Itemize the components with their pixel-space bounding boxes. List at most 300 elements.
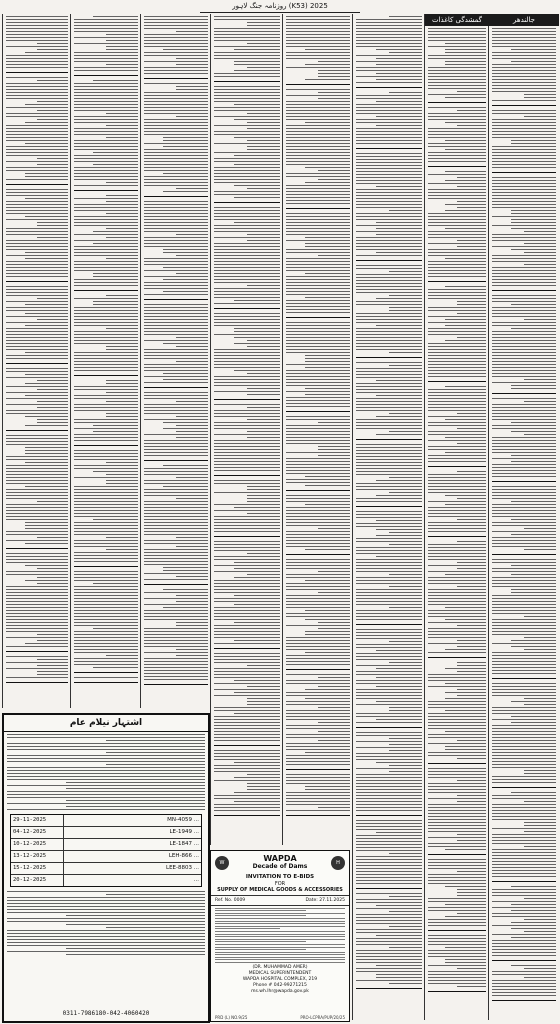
wapda-tender-text bbox=[211, 908, 349, 963]
text-line bbox=[356, 616, 422, 617]
text-line bbox=[376, 186, 422, 187]
text-line bbox=[6, 40, 68, 41]
text-line bbox=[215, 957, 345, 958]
text-line bbox=[176, 89, 208, 90]
text-line bbox=[106, 346, 138, 347]
text-line bbox=[356, 683, 422, 684]
text-line bbox=[74, 440, 138, 441]
text-line bbox=[6, 231, 68, 232]
text-line bbox=[318, 628, 350, 629]
text-line bbox=[234, 119, 280, 120]
text-line bbox=[144, 619, 208, 620]
text-line bbox=[356, 968, 422, 969]
text-line bbox=[511, 640, 556, 641]
text-line bbox=[144, 398, 208, 399]
text-line bbox=[524, 116, 556, 117]
text-line bbox=[214, 107, 280, 108]
text-line bbox=[428, 510, 486, 511]
notice-block bbox=[144, 465, 208, 580]
text-line bbox=[37, 583, 68, 584]
text-line bbox=[524, 977, 556, 978]
text-line bbox=[176, 498, 208, 499]
text-line bbox=[457, 780, 486, 781]
text-line bbox=[428, 234, 486, 235]
text-line bbox=[214, 619, 280, 620]
text-line bbox=[176, 31, 208, 32]
text-line bbox=[286, 306, 350, 307]
text-line bbox=[215, 923, 345, 924]
text-line bbox=[428, 480, 486, 481]
text-line bbox=[286, 568, 350, 569]
text-line bbox=[74, 352, 138, 353]
text-line bbox=[445, 886, 486, 887]
text-line bbox=[356, 583, 422, 584]
text-line bbox=[492, 952, 556, 953]
text-line bbox=[37, 401, 68, 402]
text-line bbox=[428, 137, 486, 138]
text-line bbox=[318, 722, 350, 723]
text-line bbox=[428, 458, 486, 459]
text-line bbox=[445, 171, 486, 172]
text-line bbox=[286, 258, 350, 259]
column-c4 bbox=[282, 14, 353, 845]
text-line bbox=[37, 422, 68, 423]
text-line bbox=[524, 801, 556, 802]
wapda-hospital: WAPDA HOSPITAL COMPLEX, 219 bbox=[242, 977, 318, 983]
text-line bbox=[214, 556, 280, 557]
notice-divider bbox=[356, 727, 422, 728]
text-line bbox=[74, 386, 138, 387]
text-line bbox=[214, 255, 280, 256]
text-line bbox=[356, 401, 422, 402]
text-line bbox=[356, 716, 422, 717]
text-line bbox=[214, 601, 280, 602]
text-line bbox=[428, 725, 486, 726]
text-line bbox=[286, 228, 350, 229]
notice-divider bbox=[492, 554, 556, 555]
text-line bbox=[286, 334, 350, 335]
text-line bbox=[6, 19, 68, 20]
text-line bbox=[214, 737, 280, 738]
text-line bbox=[234, 300, 280, 301]
text-line bbox=[144, 167, 208, 168]
text-line bbox=[176, 425, 208, 426]
text-line bbox=[106, 137, 138, 138]
text-line bbox=[74, 31, 138, 32]
text-line bbox=[234, 692, 280, 693]
text-line bbox=[428, 486, 486, 487]
text-line bbox=[356, 671, 422, 672]
text-line bbox=[214, 131, 280, 132]
text-line bbox=[376, 234, 422, 235]
text-line bbox=[318, 571, 350, 572]
text-line bbox=[214, 322, 280, 323]
text-line bbox=[428, 401, 486, 402]
text-line bbox=[37, 380, 68, 381]
text-line bbox=[356, 453, 422, 454]
text-line bbox=[286, 419, 350, 420]
text-line bbox=[214, 58, 280, 59]
text-line bbox=[214, 504, 280, 505]
text-line bbox=[74, 561, 138, 562]
text-line bbox=[428, 46, 486, 47]
text-line bbox=[492, 634, 556, 635]
text-line bbox=[7, 791, 205, 792]
text-line bbox=[163, 173, 208, 174]
text-line bbox=[389, 750, 422, 751]
text-line bbox=[286, 25, 350, 26]
text-line bbox=[286, 595, 350, 596]
notice-block bbox=[74, 380, 138, 441]
text-line bbox=[6, 201, 68, 202]
text-line bbox=[356, 844, 422, 845]
text-line bbox=[144, 564, 208, 565]
text-line bbox=[305, 167, 350, 168]
text-line bbox=[524, 846, 556, 847]
text-line bbox=[144, 294, 208, 295]
notice-divider bbox=[286, 815, 350, 816]
text-line bbox=[492, 861, 556, 862]
text-line bbox=[305, 752, 350, 753]
text-line bbox=[356, 140, 422, 141]
text-line bbox=[74, 216, 138, 217]
text-line bbox=[376, 935, 422, 936]
notice-block bbox=[144, 83, 208, 192]
text-line bbox=[356, 841, 422, 842]
text-line bbox=[247, 240, 280, 241]
text-line bbox=[37, 49, 68, 50]
text-line bbox=[214, 422, 280, 423]
text-line bbox=[428, 907, 486, 908]
text-line bbox=[214, 264, 280, 265]
text-line bbox=[74, 486, 138, 487]
text-line bbox=[144, 616, 208, 617]
text-line bbox=[511, 431, 556, 432]
text-line bbox=[356, 774, 422, 775]
text-line bbox=[144, 25, 208, 26]
text-line bbox=[214, 695, 280, 696]
text-line bbox=[214, 464, 280, 465]
text-line bbox=[356, 689, 422, 690]
text-line bbox=[428, 85, 486, 86]
text-line bbox=[93, 80, 138, 81]
text-line bbox=[389, 352, 422, 353]
text-line bbox=[144, 531, 208, 532]
text-line bbox=[74, 652, 138, 653]
text-line bbox=[305, 246, 350, 247]
text-line bbox=[74, 622, 138, 623]
text-line bbox=[74, 261, 138, 262]
text-line bbox=[176, 273, 208, 274]
text-line bbox=[356, 368, 422, 369]
text-line bbox=[74, 43, 138, 44]
text-line bbox=[74, 477, 138, 478]
text-line bbox=[524, 770, 556, 771]
text-line bbox=[214, 643, 280, 644]
text-line bbox=[6, 55, 68, 56]
notice-divider bbox=[286, 669, 350, 670]
text-line bbox=[356, 656, 422, 657]
text-line bbox=[37, 537, 68, 538]
text-line bbox=[37, 158, 68, 159]
text-line bbox=[144, 179, 208, 180]
text-line bbox=[318, 179, 350, 180]
text-line bbox=[457, 498, 486, 499]
text-line bbox=[74, 222, 138, 223]
text-line bbox=[106, 401, 138, 402]
text-line bbox=[176, 346, 208, 347]
text-line bbox=[457, 892, 486, 893]
text-line bbox=[492, 725, 556, 726]
text-line bbox=[457, 889, 486, 890]
text-line bbox=[286, 467, 350, 468]
text-line bbox=[428, 789, 486, 790]
text-line bbox=[376, 125, 422, 126]
text-line bbox=[74, 219, 138, 220]
text-line bbox=[428, 198, 486, 199]
text-line bbox=[492, 128, 556, 129]
text-line bbox=[356, 474, 422, 475]
text-line bbox=[106, 46, 138, 47]
text-line bbox=[214, 382, 280, 383]
text-line bbox=[428, 613, 486, 614]
text-line bbox=[6, 155, 68, 156]
text-line bbox=[144, 370, 208, 371]
text-line bbox=[492, 980, 556, 981]
text-line bbox=[286, 795, 350, 796]
text-line bbox=[356, 902, 422, 903]
text-line bbox=[524, 831, 556, 832]
notice-divider bbox=[356, 148, 422, 149]
text-line bbox=[6, 625, 68, 626]
text-line bbox=[247, 495, 280, 496]
text-line bbox=[356, 893, 422, 894]
text-line bbox=[286, 234, 350, 235]
text-line bbox=[376, 480, 422, 481]
text-line bbox=[492, 876, 556, 877]
text-line bbox=[492, 598, 556, 599]
text-line bbox=[428, 446, 486, 447]
text-line bbox=[457, 871, 486, 872]
text-line bbox=[356, 859, 422, 860]
text-line bbox=[428, 474, 486, 475]
text-line bbox=[163, 570, 208, 571]
text-line bbox=[428, 398, 486, 399]
notice-divider bbox=[214, 81, 280, 82]
text-line bbox=[74, 364, 138, 365]
column-text bbox=[353, 16, 425, 989]
text-line bbox=[511, 937, 556, 938]
auction-date: 20-12-2025 bbox=[11, 875, 64, 886]
notice-divider bbox=[428, 281, 486, 282]
text-line bbox=[286, 101, 350, 102]
text-line bbox=[492, 40, 556, 41]
text-line bbox=[356, 801, 422, 802]
text-line bbox=[93, 301, 138, 302]
text-line bbox=[6, 267, 68, 268]
text-line bbox=[356, 447, 422, 448]
text-line bbox=[428, 119, 486, 120]
column-c3 bbox=[352, 14, 425, 1020]
text-line bbox=[428, 831, 486, 832]
text-line bbox=[356, 674, 422, 675]
text-line bbox=[356, 465, 422, 466]
text-line bbox=[214, 297, 280, 298]
text-line bbox=[286, 385, 350, 386]
text-line bbox=[492, 983, 556, 984]
text-line bbox=[74, 456, 138, 457]
text-line bbox=[214, 637, 280, 638]
text-line bbox=[445, 746, 486, 747]
text-line bbox=[247, 498, 280, 499]
text-line bbox=[74, 246, 138, 247]
text-line bbox=[37, 407, 68, 408]
text-line bbox=[286, 346, 350, 347]
text-line bbox=[144, 664, 208, 665]
text-line bbox=[144, 434, 208, 435]
text-line bbox=[214, 516, 280, 517]
text-line bbox=[6, 273, 68, 274]
text-line bbox=[286, 461, 350, 462]
text-line bbox=[286, 352, 350, 353]
text-line bbox=[428, 883, 486, 884]
text-line bbox=[74, 661, 138, 662]
text-line bbox=[428, 389, 486, 390]
text-line bbox=[214, 443, 280, 444]
text-line bbox=[428, 310, 486, 311]
text-line bbox=[524, 97, 556, 98]
text-line bbox=[214, 213, 280, 214]
text-line bbox=[356, 107, 422, 108]
text-line bbox=[215, 931, 345, 932]
text-line bbox=[286, 479, 350, 480]
text-line bbox=[144, 640, 208, 641]
text-line bbox=[511, 388, 556, 389]
text-line bbox=[144, 55, 208, 56]
text-line bbox=[356, 559, 422, 560]
table-row bbox=[11, 827, 201, 839]
text-line bbox=[492, 473, 556, 474]
text-line bbox=[176, 477, 208, 478]
text-line bbox=[492, 276, 556, 277]
text-line bbox=[163, 249, 208, 250]
text-line bbox=[428, 550, 486, 551]
notice-block bbox=[492, 110, 556, 168]
text-line bbox=[524, 898, 556, 899]
text-line bbox=[511, 140, 556, 141]
text-line bbox=[214, 607, 280, 608]
text-line bbox=[106, 549, 138, 550]
text-line bbox=[6, 219, 68, 220]
text-line bbox=[428, 983, 486, 984]
wapda-signer-title: MEDICAL SUPERINTENDENT bbox=[248, 971, 312, 977]
text-line bbox=[286, 649, 350, 650]
text-line bbox=[356, 95, 422, 96]
text-line bbox=[305, 619, 350, 620]
text-line bbox=[215, 921, 345, 922]
text-line bbox=[6, 137, 68, 138]
auction-date: 10-12-2025 bbox=[11, 839, 64, 850]
text-line bbox=[144, 501, 208, 502]
text-line bbox=[6, 553, 68, 554]
text-line bbox=[286, 562, 350, 563]
text-line bbox=[492, 355, 556, 356]
text-line bbox=[74, 155, 138, 156]
text-line bbox=[163, 607, 208, 608]
text-line bbox=[492, 419, 556, 420]
text-line bbox=[356, 610, 422, 611]
text-line bbox=[492, 683, 556, 684]
notice-divider bbox=[214, 745, 280, 746]
text-line bbox=[6, 207, 68, 208]
text-line bbox=[492, 595, 556, 596]
text-line bbox=[492, 713, 556, 714]
text-line bbox=[492, 352, 556, 353]
text-line bbox=[492, 58, 556, 59]
notice-block bbox=[144, 16, 208, 74]
notice-divider bbox=[286, 317, 350, 318]
text-line bbox=[318, 76, 350, 77]
text-line bbox=[144, 558, 208, 559]
text-line bbox=[286, 743, 350, 744]
text-line bbox=[214, 237, 280, 238]
notice-block bbox=[356, 511, 422, 620]
text-line bbox=[428, 328, 486, 329]
text-line bbox=[144, 643, 208, 644]
text-line bbox=[214, 659, 280, 660]
text-line bbox=[74, 625, 138, 626]
text-line bbox=[214, 158, 280, 159]
text-line bbox=[356, 386, 422, 387]
text-line bbox=[428, 783, 486, 784]
text-line bbox=[6, 471, 68, 472]
notice-block bbox=[6, 189, 68, 277]
text-line bbox=[428, 349, 486, 350]
text-line bbox=[492, 764, 556, 765]
text-line bbox=[389, 771, 422, 772]
text-line bbox=[492, 322, 556, 323]
text-line bbox=[144, 513, 208, 514]
text-line bbox=[428, 804, 486, 805]
text-line bbox=[6, 510, 68, 511]
text-line bbox=[376, 228, 422, 229]
text-line bbox=[215, 952, 345, 953]
text-line bbox=[445, 340, 486, 341]
text-line bbox=[356, 807, 422, 808]
text-line bbox=[511, 228, 556, 229]
text-line bbox=[6, 631, 68, 632]
text-line bbox=[74, 207, 138, 208]
text-line bbox=[106, 349, 138, 350]
text-line bbox=[37, 671, 68, 672]
text-line bbox=[144, 670, 208, 671]
text-line bbox=[356, 777, 422, 778]
text-line bbox=[428, 407, 486, 408]
text-line bbox=[356, 104, 422, 105]
text-line bbox=[106, 125, 138, 126]
text-line bbox=[214, 628, 280, 629]
text-line bbox=[214, 55, 280, 56]
text-line bbox=[286, 470, 350, 471]
text-line bbox=[286, 725, 350, 726]
text-line bbox=[428, 728, 486, 729]
text-line bbox=[356, 67, 422, 68]
text-line bbox=[6, 113, 68, 114]
text-line bbox=[215, 928, 280, 929]
text-line bbox=[428, 953, 486, 954]
text-line bbox=[356, 174, 422, 175]
text-line bbox=[492, 73, 556, 74]
